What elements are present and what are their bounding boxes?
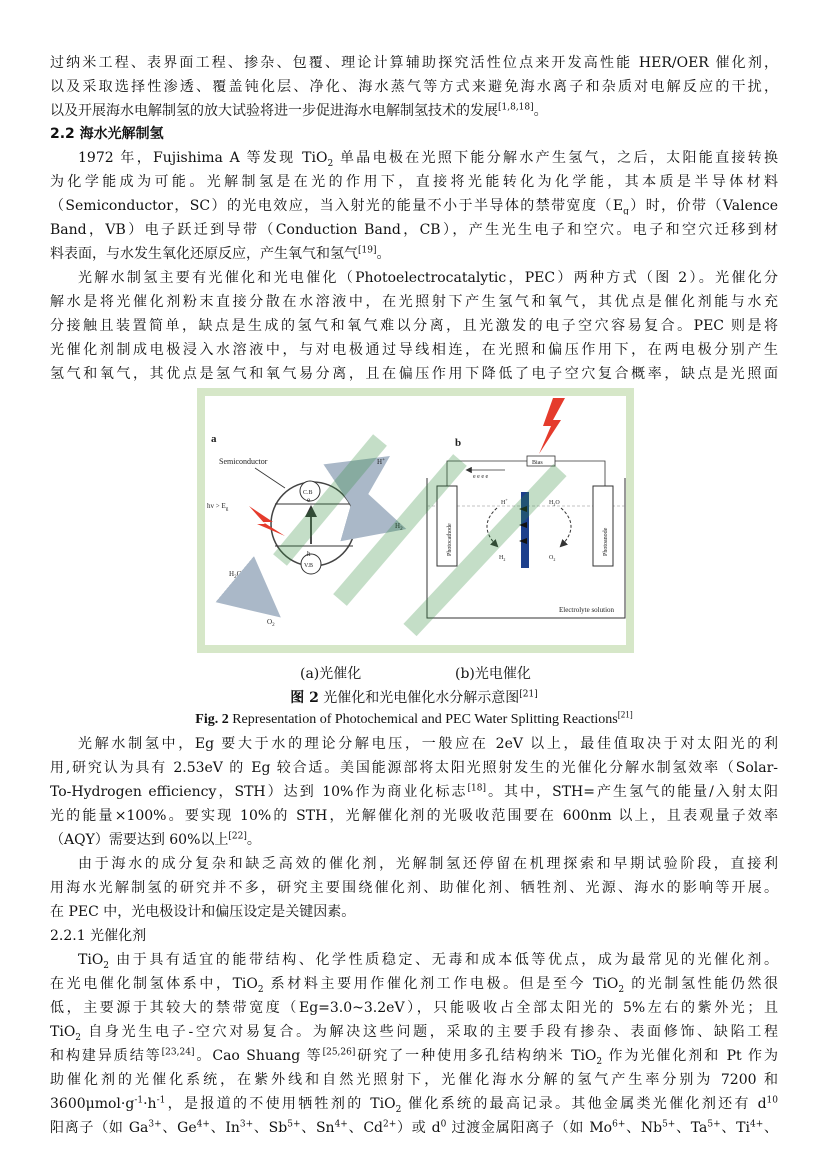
paragraph-line: 光解水制氢中，Eg 要大于水的理论分解电压，一般应在 2eV 以上，最佳值取决于对太阳光的利 [78,736,778,752]
vb-label: V.B [304,563,314,569]
h2-label-b: $H_2$ [499,555,506,562]
h2-label-a: $H_2$ [395,522,403,532]
citation-ref: [19] [358,245,377,256]
paragraph-line: 在光电催化制氢体系中，TiO$_2$ 系材料主要用作催化剂工作电极。但是至今 TiO$_2$ 的光制氢性能仍然很 [50,976,778,993]
subfigure-label-b: (b)光电催化 [455,666,531,682]
paragraph-line: 光催化剂制成电极浸入水溶液中，与对电极通过导线相连，在光照和偏压作用下，在两电极分别产生 [50,342,778,358]
paragraph-line: 在 PEC 中，光电极设计和偏压设定是关键因素。 [50,904,356,920]
paragraph-line: 光的能量×100%。要实现 10%的 STH，光解催化剂的光吸收范围要在 600nm 以上，且表观量子效率 [50,808,778,824]
paragraph-line: 由于海水的成分复杂和缺乏高效的催化剂，光解制氢还停留在机理探索和早期试验阶段，直接利 [78,856,778,872]
photocathode-label: Photocathode [447,523,453,556]
figure-caption-en: Fig. 2 Representation of Photochemical and PEC Water Splitting Reactions[21] [195,711,633,727]
paragraph-line: 阳离子（如 $Ga^{3+}$、$Ge^{4+}$、$In^{3+}$、$Sb^{5+}$、$Sn^{4+}$、$Cd^{2+}$）或 $d^0$ 过渡金属阳离子（如 $Mo^{6+}$、$Nb^{5+}$、$Ta^{5+}$、$Ti^{4+}$、 [50,1119,778,1136]
paragraph-line: 和构建异质结等[23,24]。Cao Shuang 等[25,26]研究了一种使用多孔结构纳米 TiO$_2$ 作为光催化剂和 Pt 作为 [50,1047,778,1065]
o2-label-b: $O_2$ [549,555,556,562]
paragraph-line: 过纳米工程、表界面工程、掺杂、包覆、理论计算辅助探究活性位点来开发高性能 HER/OER 催化剂， [50,55,778,71]
wire-right [555,461,605,486]
membrane [521,492,529,568]
o2-label-a: $O_2$ [267,618,275,628]
paragraph-line: TiO$_2$ 自身光生电子-空穴对易复合。为解决这些问题，采取的主要手段有掺杂、表面修饰、缺陷工程 [50,1024,778,1041]
photoanode-label: Photoanode [603,527,609,556]
paragraph-line: 为化学能成为可能。光解制氢是在光的作用下，直接将光能转化为化学能，其本质是半导体材料 [50,174,778,190]
cb-label: C.B [303,490,313,496]
paragraph-line: 以及采取选择性渗透、覆盖钝化层、净化、海水蒸气等方式来避免海水离子和杂质对电解反应的干扰， [50,79,778,95]
paragraph-line: 解水是将光催化剂粉末直接分散在水溶液中，在光照射下产生氢气和氧气，其优点是催化剂能与水充 [50,294,778,310]
paragraph-line: 以及开展海水电解制氢的放大试验将进一步促进海水电解制氢技术的发展[1,8,18]。 [50,102,548,119]
h2o-label-a: $H_2O$ [229,570,242,580]
section-heading: 2.2 海水光解制氢 [50,126,164,142]
hv-label: hv > $E_g$ [207,502,229,512]
figure-2-image [205,396,626,645]
paragraph-line: TiO$_2$ 由于具有适宜的能带结构、化学性质稳定、无毒和成本低等优点，成为最常见的光催化剂。 [78,952,778,969]
paragraph-line: 低，主要源于其较大的禁带宽度（Eg=3.0~3.2eV），只能吸收占全部太阳光的 5%左右的紫外光；且 [50,1000,778,1016]
hplus-arrow [345,466,375,486]
oxidation-cycle-arrow [561,508,571,546]
paragraph-line: 料表面，与水发生氧化还原反应，产生氧气和氢气[19]。 [50,245,391,262]
hole-label: h [307,550,311,558]
semiconductor-label: Semiconductor [219,457,268,466]
paragraph-line: 用,研究认为具有 2.53eV 的 Eg 较合适。美国能源部将太阳光照射发生的光催化分解水制氢效率（Solar- [50,760,778,776]
electron-flow-label: e e e e [473,474,489,480]
paragraph-line: Band，VB）电子跃迁到导带（Conduction Band，CB），产生光生电子和空穴。电子和空穴迁移到材 [50,222,778,238]
figure-2-frame [197,388,634,653]
reduction-cycle-arrow [487,508,497,546]
h2o-label-b: $H_2O$ [549,500,560,507]
paragraph-line: 分接触且装置简单，缺点是生成的氢气和氧气难以分离，且光激发的电子空穴容易复合。PEC 则是将 [50,318,778,334]
panel-label-a: a [211,433,217,445]
panel-label-b: b [455,437,462,449]
hplus-label-b: H+ [501,497,508,506]
paragraph-line: 氢气和氧气，其优点是氢气和氧气易分离，且在偏压作用下降低了电子空穴复合概率，缺点是光照面 [50,366,778,382]
subsection-heading: 2.2.1 光催化剂 [50,928,147,944]
h2-arrow [355,514,389,524]
paragraph-line: 1972 年，Fujishima A 等发现 TiO$_2$ 单晶电极在光照下能分解水产生氢气，之后，太阳能直接转换 [78,150,778,167]
semiconductor-pointer [255,468,285,488]
light-bolt-icon [539,398,565,454]
hplus-label: H+ [377,458,385,466]
paragraph-line: $3600\mu mol\cdot g^{-1}\cdot h^{-1}$，是报道的不使用牺牲剂的 TiO$_2$ 催化系统的最高记录。其他金属类光催化剂还有 $d^{10}$ [50,1095,778,1113]
subfigure-label-a: (a)光催化 [300,666,362,682]
figure-caption-cn: 图 2 光催化和光电催化水分解示意图[21] [290,689,538,706]
bias-label: Bias [532,460,543,466]
electron-label: e [307,496,311,504]
o2-arrow [245,582,267,606]
paragraph-line: 助催化剂的光催化系统，在紫外线和自然光照射下，光催化海水分解的氢气产生率分别为 7200 和 [50,1072,778,1088]
figure-2-diagram [205,396,626,645]
paragraph-line: （Semiconductor，SC）的光电效应，当入射光的能量不小于半导体的禁带宽度$(E_g)$时，价带（Valence [50,198,778,215]
paragraph-line: 用海水光解制氢的研究并不多，研究主要围绕催化剂、助催化剂、牺牲剂、光源、海水的影响等开展。 [50,880,778,896]
paragraph-line: To-Hydrogen efficiency，STH）达到 10%作为商业化标志[18]。其中，STH=产生氢气的能量/入射太阳 [50,783,778,800]
citation-ref: [1,8,18] [498,102,534,113]
electrolyte-label: Electrolyte solution [559,606,615,614]
paragraph-line: 光解水制氢主要有光催化和光电催化（Photoelectrocatalytic，PEC）两种方式（图 2）。光催化分 [78,270,778,286]
paragraph-line: （AQY）需要达到 60%以上[22]。 [50,831,261,848]
